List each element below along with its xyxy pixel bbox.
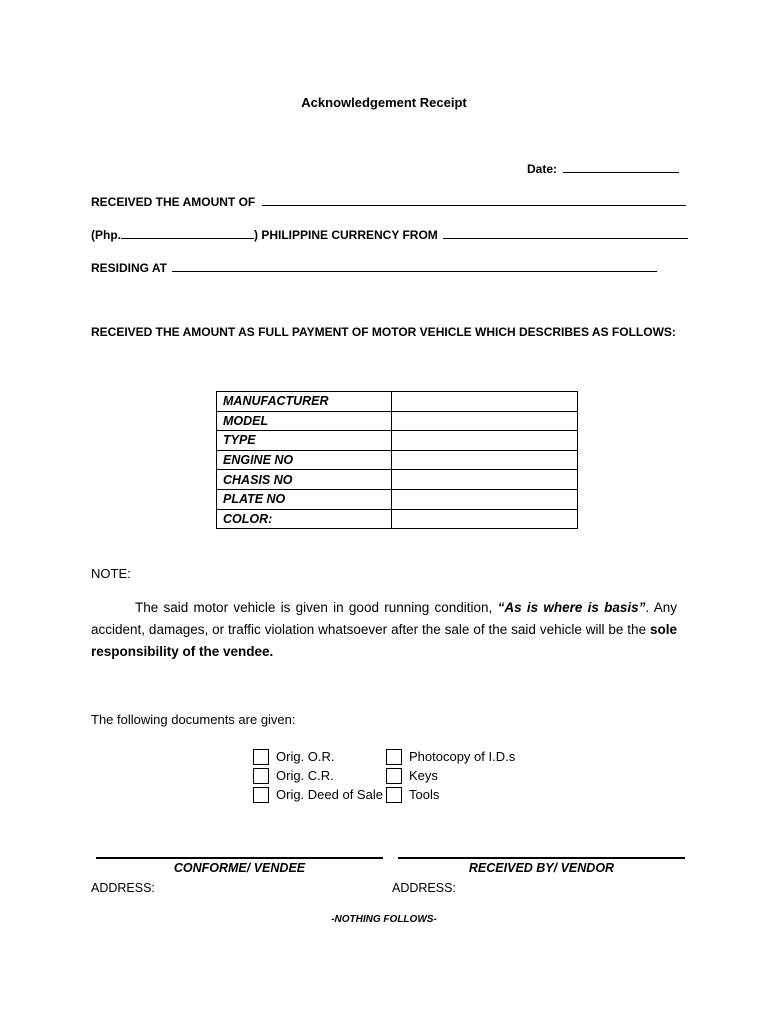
vehicle-field-value[interactable] (392, 431, 578, 451)
doc-item (386, 747, 515, 766)
doc-checkbox-orig-cr[interactable] (253, 768, 269, 784)
vendee-address-label: ADDRESS: (91, 881, 155, 895)
vendor-signature-line (398, 857, 685, 859)
vehicle-field-value[interactable] (392, 392, 578, 412)
doc-label: Tools (409, 787, 440, 802)
note-label: NOTE: (91, 566, 131, 581)
vehicle-field-value[interactable] (392, 411, 578, 431)
date-blank (563, 161, 679, 173)
residing-blank (172, 260, 657, 272)
vehicle-table-row (217, 489, 578, 509)
note-emphasis: “As is where is basis” (497, 600, 646, 615)
doc-label: Orig. C.R. (276, 768, 334, 783)
vehicle-details-table (216, 391, 578, 529)
full-payment-statement: RECEIVED THE AMOUNT AS FULL PAYMENT OF MOTOR VEHICLE WHICH DESCRIBES AS FOLLOWS: (91, 325, 676, 339)
doc-item (386, 766, 515, 785)
doc-item (253, 766, 383, 785)
residing-line (91, 260, 657, 275)
document-title: Acknowledgement Receipt (301, 95, 467, 110)
doc-checkbox-tools[interactable] (386, 787, 402, 803)
residing-label: RESIDING AT (91, 261, 168, 275)
vendor-address-label: ADDRESS: (392, 881, 456, 895)
vehicle-field-label: MODEL (217, 411, 392, 431)
documents-left-column (253, 747, 383, 804)
vehicle-field-label: PLATE NO (217, 489, 392, 509)
doc-item (253, 747, 383, 766)
date-label: Date: (527, 162, 558, 176)
doc-checkbox-photocopy-ids[interactable] (386, 749, 402, 765)
doc-item (386, 785, 515, 804)
doc-checkbox-orig-or[interactable] (253, 749, 269, 765)
received-amount-label: RECEIVED THE AMOUNT OF (91, 195, 256, 209)
documents-right-column (386, 747, 515, 804)
nothing-follows-footer: -NOTHING FOLLOWS- (331, 914, 437, 925)
vendee-label: CONFORME/ VENDEE (173, 861, 306, 875)
doc-label: Photocopy of I.D.s (409, 749, 516, 764)
date-line (527, 161, 679, 176)
note-text-before: The said motor vehicle is given in good running condition, (135, 600, 498, 615)
php-amount-blank (121, 227, 254, 239)
vendor-label: RECEIVED BY/ VENDOR (468, 861, 615, 875)
vehicle-field-value[interactable] (392, 470, 578, 490)
vehicle-table-row (217, 509, 578, 529)
doc-checkbox-orig-deed[interactable] (253, 787, 269, 803)
vehicle-table-row (217, 392, 578, 412)
vehicle-field-value[interactable] (392, 450, 578, 470)
php-suffix: ) PHILIPPINE CURRENCY FROM (254, 228, 438, 242)
amount-words-blank (262, 194, 686, 206)
vehicle-table-row (217, 470, 578, 490)
note-bold-end: sole responsibility of the vendee. (91, 622, 677, 659)
vehicle-table-row (217, 450, 578, 470)
doc-label: Orig. Deed of Sale (276, 787, 383, 802)
php-currency-line (91, 227, 688, 242)
vehicle-field-label: COLOR: (217, 509, 392, 529)
documents-label: The following documents are given: (91, 712, 296, 727)
received-from-blank (443, 227, 688, 239)
vehicle-field-value[interactable] (392, 509, 578, 529)
vehicle-table-row (217, 411, 578, 431)
vehicle-table-row (217, 431, 578, 451)
vehicle-field-label: MANUFACTURER (217, 392, 392, 412)
php-prefix: (Php. (91, 228, 121, 242)
note-body (91, 597, 677, 663)
doc-label: Keys (409, 768, 438, 783)
vehicle-field-label: ENGINE NO (217, 450, 392, 470)
vendee-signature-line (96, 857, 383, 859)
vehicle-field-label: CHASIS NO (217, 470, 392, 490)
received-amount-line (91, 194, 686, 209)
note-text-middle: . Any accident, damages, or traffic violation whatsoever after the sale of the said vehicle will be the (91, 600, 677, 637)
vehicle-field-value[interactable] (392, 489, 578, 509)
doc-label: Orig. O.R. (276, 749, 335, 764)
vehicle-field-label: TYPE (217, 431, 392, 451)
doc-item (253, 785, 383, 804)
doc-checkbox-keys[interactable] (386, 768, 402, 784)
